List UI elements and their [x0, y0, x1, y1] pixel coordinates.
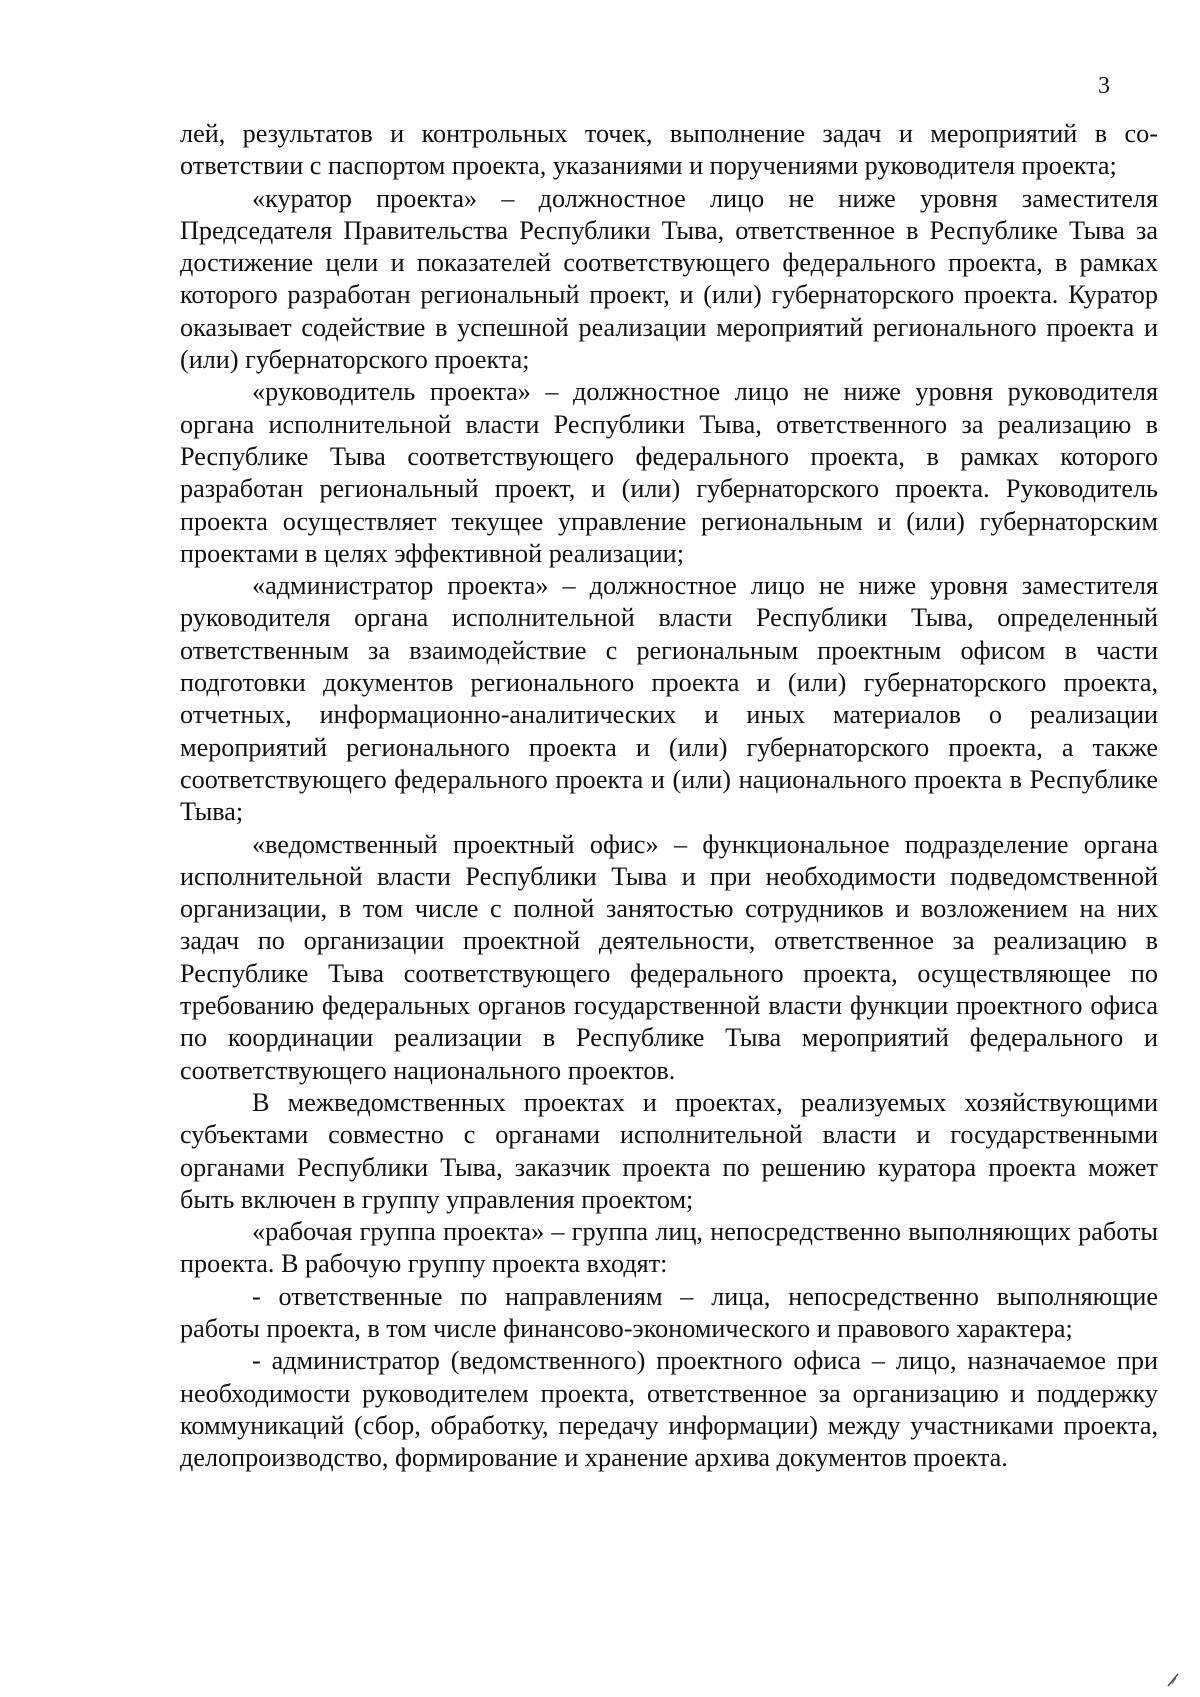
paragraph-curator-definition: «куратор проекта» – должностное лицо не ниже уровня заместителя Председателя Правительства Республики Тыва, ответственное в Республике Тыва за достижение цели и показателей соответствующего федерального проекта, в рамках которого разработан региональный проект, и (или) губернаторского проекта. Куратор оказывает содействие в успешной реализации мероприятий регионального проекта и (или) губернаторского проекта;	[180, 183, 1158, 375]
page-number: 3	[1098, 73, 1110, 99]
list-item-office-administrator: - администратор (ведомственного) проектного офиса – лицо, назначаемое при необходимости руководителем проекта, ответственное за организацию и поддержку коммуникаций (сбор, обработку, передачу информации) между участниками проекта, делопроизводство, формирование и хранение архива документов проекта.	[180, 1346, 1158, 1473]
paragraph-interdepartmental-projects: В межведомственных проектах и проектах, реализуемых хозяйствующими субъектами совместно с органами исполнительной власти и государственными органами Республики Тыва, заказчик проекта по решению куратора проекта может быть включен в группу управления проектом;	[180, 1087, 1158, 1214]
paragraph-project-leader-definition: «руководитель проекта» – должностное лицо не ниже уровня руководителя органа исполнительной власти Республики Тыва, ответственного за реализацию в Республике Тыва соответствующего федерального проекта, в рамках которого разработан региональный проект, и (или) губернаторского проекта. Руководитель проекта осуществляет текущее управление региональным и (или) губернаторским проектами в целях эффективной реализации;	[180, 377, 1158, 568]
paragraph-project-administrator-definition: «администратор проекта» – должностное лицо не ниже уровня заместителя руководителя органа исполнительной власти Республики Тыва, определенный ответственным за взаимодействие с региональным проектным офисом в части подготовки документов регионального проекта и (или) губернаторского проекта, отчетных, информационно-аналитических и иных материалов о реализации мероприятий регионального проекта и (или) губернаторского проекта, а также соответствующего федерального проекта и (или) национального проекта в Республике Тыва;	[180, 571, 1158, 827]
paragraph-continuation: лей, результатов и контрольных точек, выполнение задач и мероприятий в соответствии с паспортом проекта, указаниями и поручениями руководителя проекта;	[180, 119, 1158, 181]
paragraph-working-group-definition: «рабочая группа проекта» – группа лиц, непосредственно выполняющих работы проекта. В рабочую группу проекта входят:	[180, 1217, 1158, 1279]
document-body	[180, 118, 1158, 1474]
scan-mark-icon	[1166, 1668, 1180, 1688]
list-item-responsible-persons: - ответственные по направлениям – лица, непосредственно выполняющие работы проекта, в том числе финансово-экономического и правового характера;	[180, 1281, 1158, 1343]
paragraph-departmental-office-definition: «ведомственный проектный офис» – функциональное подразделение органа исполнительной власти Республики Тыва и при необходимости подведомственной организации, в том числе с полной занятостью сотрудников и возложением на них задач по организации проектной деятельности, ответственное за реализацию в Республике Тыва соответствующего федерального проекта, осуществляющее по требованию федеральных органов государственной власти функции проектного офиса по координации реализации в Республике Тыва мероприятий федерального и соответствующего национального проектов.	[180, 829, 1158, 1085]
